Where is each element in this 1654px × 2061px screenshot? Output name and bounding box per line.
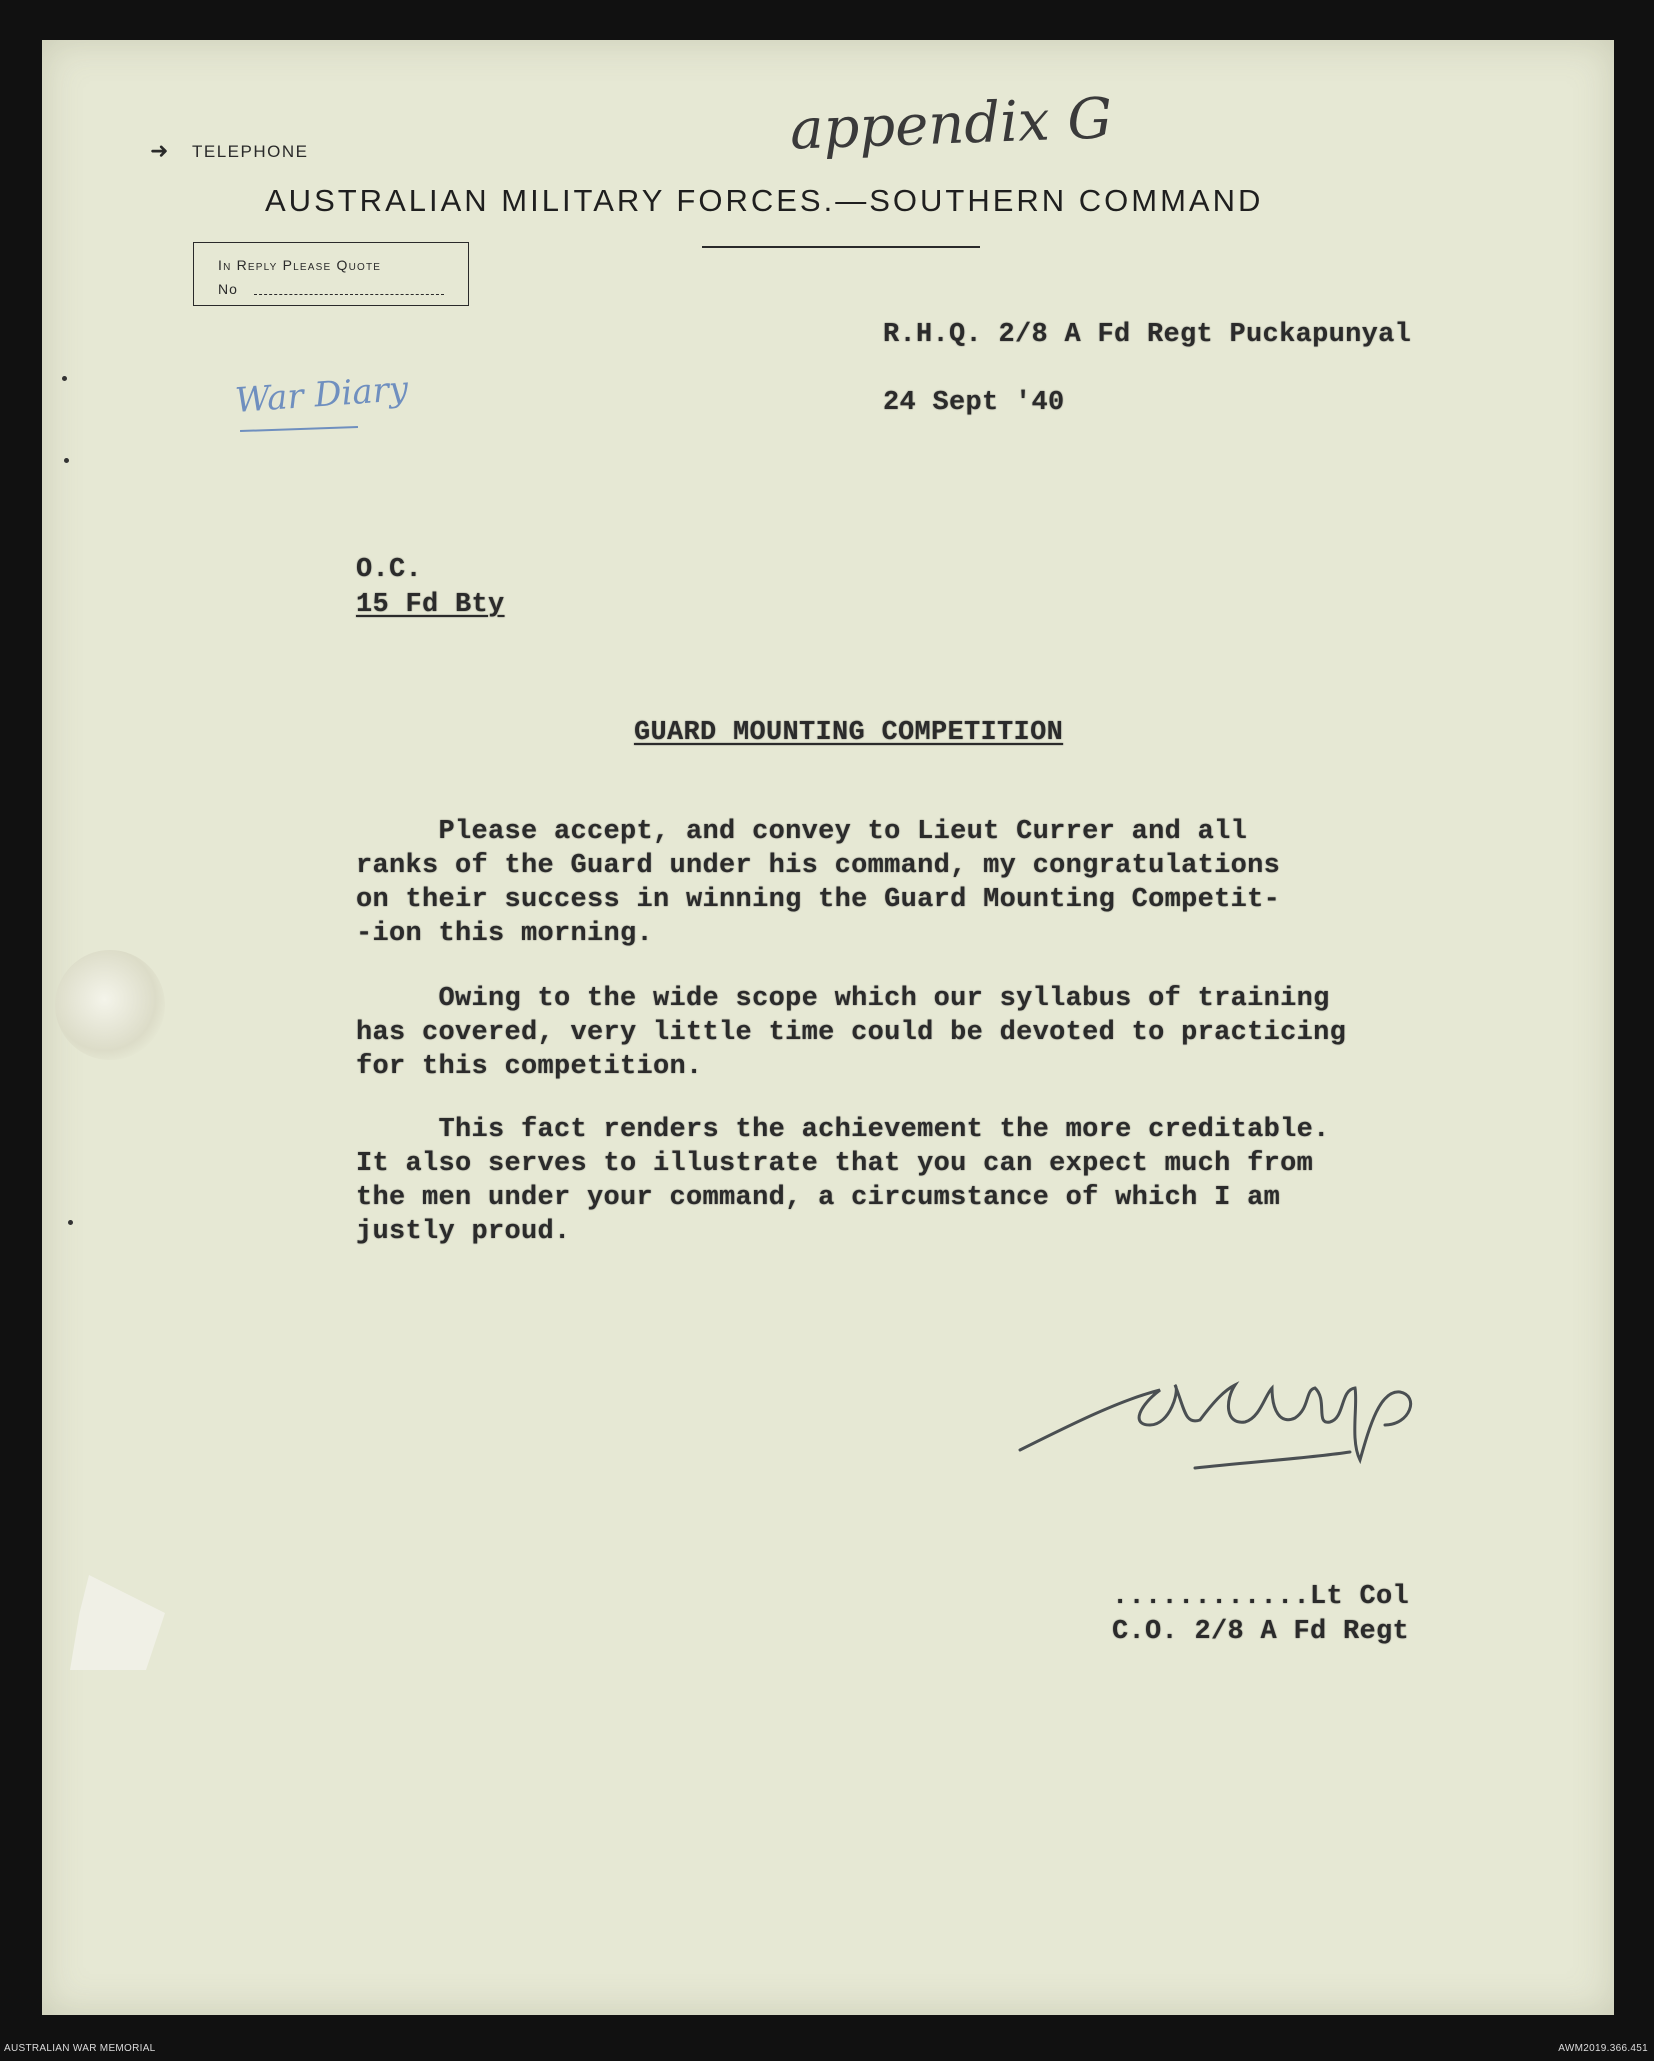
reply-quote-number-line: [254, 294, 444, 295]
body-paragraph-1: Please accept, and convey to Lieut Currer and all ranks of the Guard under his command, my congratulations on their success in winning the Guard Mounting Competit- -ion this morning.: [356, 817, 1281, 949]
reply-quote-number-label: No: [218, 281, 238, 297]
margin-mark-1: [62, 376, 67, 381]
margin-mark-3: [68, 1220, 73, 1225]
letterhead-title: AUSTRALIAN MILITARY FORCES.—SOUTHERN COMMAND: [265, 183, 1264, 218]
addressee-line-2: 15 Fd Bty: [356, 590, 505, 620]
footer-accession-number: AWM2019.366.451: [1558, 2043, 1648, 2054]
reply-quote-label: In Reply Please Quote: [218, 257, 382, 273]
punch-hole-upper: [55, 950, 165, 1060]
letterhead-rule: [702, 246, 980, 248]
handwritten-war-diary-note: War Diary: [233, 369, 410, 421]
body-paragraph-3: This fact renders the achievement the more creditable. It also serves to illustrate that you can expect much from the men under your command, a circumstance of which I am justly proud.: [356, 1115, 1330, 1247]
signature-rank: ............Lt Col: [1112, 1582, 1410, 1612]
date-line: 24 Sept '40: [883, 388, 1065, 418]
margin-mark-2: [64, 458, 69, 463]
origin-line: R.H.Q. 2/8 A Fd Regt Puckapunyal: [883, 320, 1412, 350]
addressee-line-1: O.C.: [356, 555, 423, 585]
body-paragraph-2: Owing to the wide scope which our syllabus of training has covered, very little time could be devoted to practicing for this competition.: [356, 984, 1347, 1082]
signature-image: [1010, 1330, 1470, 1480]
footer-archive-name: AUSTRALIAN WAR MEMORIAL: [4, 2043, 156, 2054]
telephone-arrow-icon: ➜: [150, 138, 169, 163]
signature-appointment: C.O. 2/8 A Fd Regt: [1112, 1617, 1410, 1647]
subject-heading: GUARD MOUNTING COMPETITION: [634, 718, 1064, 748]
reply-quote-box: [193, 242, 469, 306]
handwritten-appendix-note: appendix G: [788, 86, 1114, 163]
telephone-label: TELEPHONE: [192, 142, 309, 161]
